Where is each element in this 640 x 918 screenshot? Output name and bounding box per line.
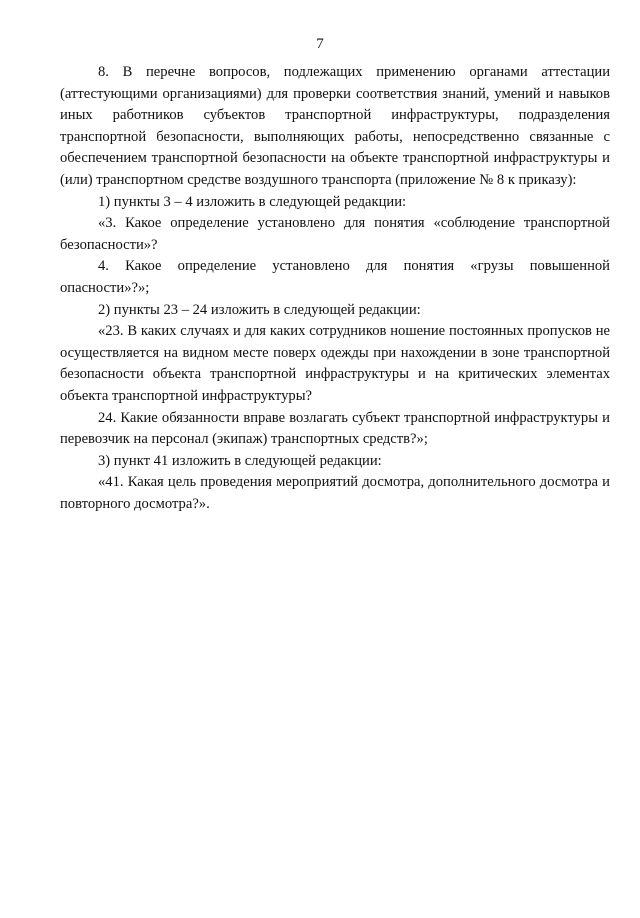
paragraph-question-41: «41. Какая цель проведения мероприятий досмотра, дополнительного досмотра и повторного досмотра?».: [60, 474, 610, 512]
paragraph-item-8-intro: 8. В перечне вопросов, подлежащих применению органами аттестации (аттестующими организациями) для проверки соответствия знаний, умений и навыков иных работников субъектов транспортной инфраструктуры, подразделения транспортной безопасности, выполняющих работы, непосредственно связанные с обеспечением транспортной безопасности на объекте транспортной инфраструктуры и (или) транспортном средстве воздушного транспорта (приложение № 8 к приказу):: [60, 64, 610, 188]
paragraph-subitem-3: 3) пункт 41 изложить в следующей редакции:: [98, 452, 382, 469]
paragraph-question-23: «23. В каких случаях и для каких сотрудников ношение постоянных пропусков не осуществляется на видном месте поверх одежды при нахождении в зоне транспортной безопасности объекта транспортной инфраструктуры и на критических элементах объекта транспортной инфраструктуры?: [60, 323, 610, 404]
paragraph-subitem-1: 1) пункты 3 – 4 изложить в следующей редакции:: [98, 193, 407, 210]
document-body: [60, 62, 610, 515]
paragraph-question-24: 24. Какие обязанности вправе возлагать субъект транспортной инфраструктуры и перевозчик на персонал (экипаж) транспортных средств?»;: [60, 409, 610, 448]
paragraph-question-4: 4. Какое определение установлено для понятия «грузы повышенной опасности»?»;: [60, 258, 610, 296]
paragraph-question-3: «3. Какое определение установлено для понятия «соблюдение транспортной безопасности»?: [60, 215, 610, 253]
paragraph-subitem-2: 2) пункты 23 – 24 изложить в следующей редакции:: [98, 301, 421, 318]
page-number: 7: [316, 36, 324, 52]
